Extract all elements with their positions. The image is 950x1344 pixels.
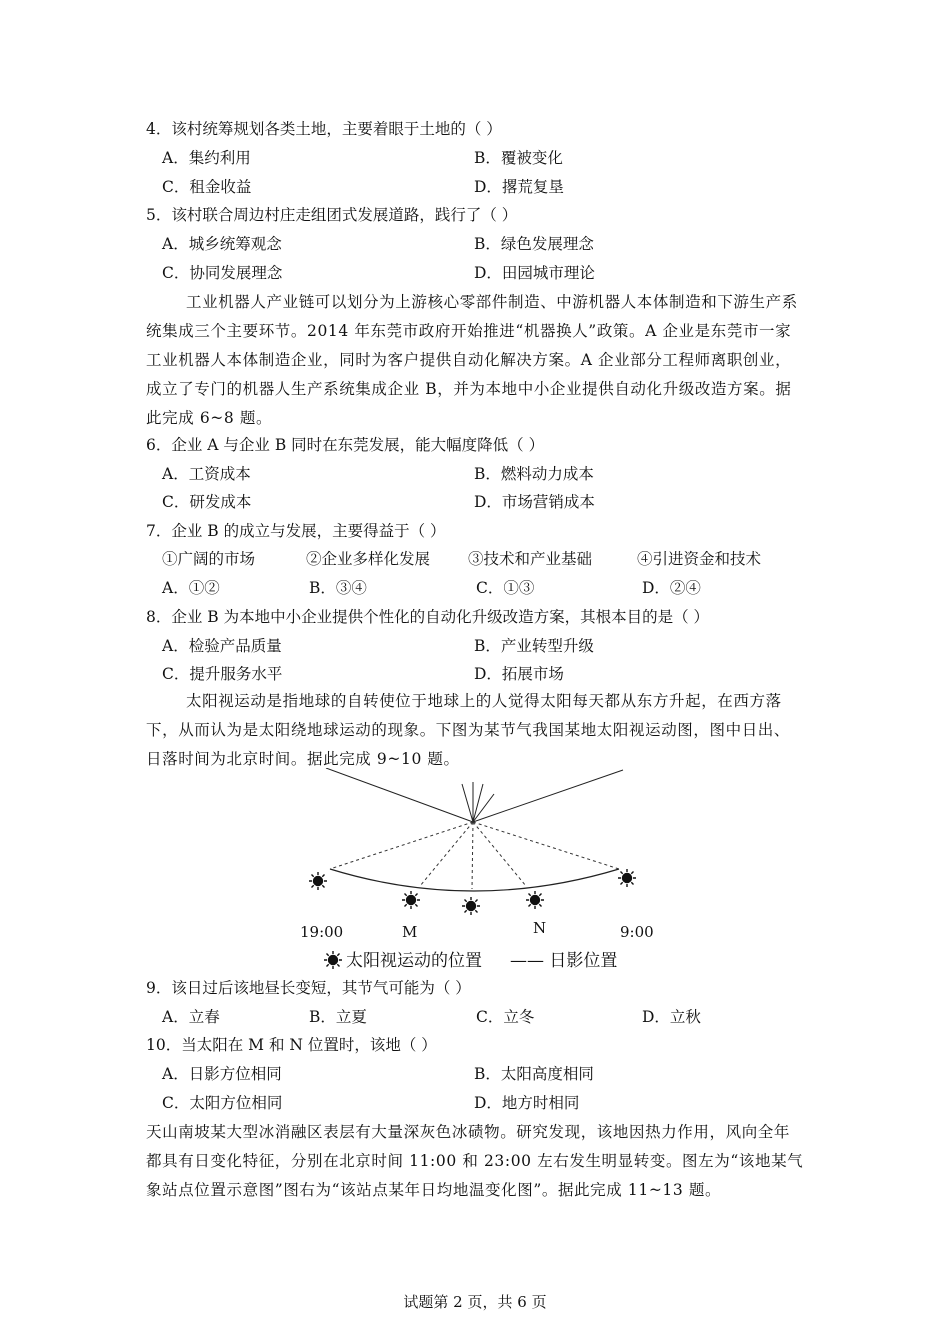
ray-noon (472, 822, 473, 889)
ray-sunrise (473, 822, 619, 869)
q10-option-d: D．地方时相同 (474, 1094, 580, 1112)
shadow-line-extra (473, 794, 494, 822)
q7-option-d: D．②④ (642, 579, 701, 597)
q5-option-b: B．绿色发展理念 (474, 235, 594, 253)
sun-icon (462, 897, 480, 915)
q7-option-a: A．①② (162, 579, 220, 597)
sun-ray-lines (330, 822, 619, 889)
q10-option-a: A．日影方位相同 (162, 1065, 282, 1083)
q9-option-c: C．立冬 (476, 1008, 535, 1026)
shadow-line-n (473, 784, 483, 822)
q4-option-b: B．覆被变化 (474, 149, 563, 167)
sun-icon (402, 891, 420, 909)
sun-markers (309, 869, 636, 915)
passage-tianshan-glacier: 天山南坡某大型冰消融区表层有大量深灰色冰碛物。研究发现，该地因热力作用，风向全年都具有日变化特征，分别在北京时间 11:00 和 23:00 左右发生明显转变。图左为“该地某气象站点位置示意图”图右为“该站点某年日均地温变化图”。据此完成 11~13 题。 (146, 1123, 804, 1199)
legend-sun-icon (324, 951, 342, 969)
q8-option-a: A．检验产品质量 (162, 637, 282, 655)
q6-option-a: A．工资成本 (162, 465, 251, 483)
q8-option-d: D．拓展市场 (474, 665, 564, 683)
q4-stem: 4．该村统筹规划各类土地，主要着眼于土地的（ ） (146, 120, 502, 138)
label-sunset-time: 19:00 (300, 923, 344, 941)
legend-sun-label: 太阳视运动的位置 (346, 951, 482, 971)
label-m: M (402, 923, 418, 941)
q4-option-c: C．租金收益 (162, 178, 252, 196)
ray-m (420, 822, 473, 886)
page-footer: 试题第 2 页，共 6 页 (403, 1293, 547, 1311)
passage-robot-industry: 工业机器人产业链可以划分为上游核心零部件制造、中游机器人本体制造和下游生产系统集成三个主要环节。2014 年东莞市政府开始推进“机器换人”政策。A 企业是东莞市一家工业机器人本体制造企业，同时为客户提供自动化解决方案。A 企业部分工程师离职创业，成立了专门的机器人生产系统集成企业 B，并为本地中小企业提供自动化升级改造方案。据此完成 6~8 题。 (146, 293, 798, 427)
q5-option-c: C．协同发展理念 (162, 264, 283, 282)
q9-option-b: B．立夏 (309, 1008, 367, 1026)
q8-stem: 8．企业 B 为本地中小企业提供个性化的自动化升级改造方案，其根本目的是（ ） (146, 608, 710, 626)
sun-icon (309, 872, 327, 890)
q9-stem: 9．该日过后该地昼长变短，其节气可能为（ ） (146, 979, 471, 997)
q7-item-4: ④引进资金和技术 (637, 550, 762, 568)
shadow-line-right (473, 770, 623, 822)
q6-stem: 6．企业 A 与企业 B 同时在东莞发展，能大幅度降低（ ） (146, 436, 545, 454)
sun-path-arc (330, 869, 619, 891)
q9-option-a: A．立春 (162, 1008, 220, 1026)
q5-stem: 5．该村联合周边村庄走组团式发展道路，践行了（ ） (146, 206, 518, 224)
q7-stem: 7．企业 B 的成立与发展，主要得益于（ ） (146, 522, 446, 540)
q7-option-b: B．③④ (309, 579, 367, 597)
shadow-lines (326, 768, 623, 822)
q7-option-c: C．①③ (476, 579, 535, 597)
label-n: N (533, 919, 547, 937)
q7-item-1: ①广阔的市场 (162, 550, 256, 568)
shadow-line-left (326, 768, 473, 822)
q5-option-a: A．城乡统筹观念 (162, 235, 282, 253)
legend-shadow-label: —— 日影位置 (510, 951, 618, 971)
q10-option-b: B．太阳高度相同 (474, 1065, 594, 1083)
shadow-line-m (462, 784, 473, 822)
ray-n (473, 822, 526, 886)
ray-sunset (330, 822, 473, 869)
q10-option-c: C．太阳方位相同 (162, 1094, 283, 1112)
sun-icon (526, 891, 544, 909)
q9-option-d: D．立秋 (642, 1008, 701, 1026)
label-sunrise-time: 9:00 (620, 923, 654, 941)
q6-option-b: B．燃料动力成本 (474, 465, 594, 483)
q7-item-2: ②企业多样化发展 (306, 550, 431, 568)
q7-item-3: ③技术和产业基础 (468, 550, 593, 568)
q4-option-a: A．集约利用 (162, 149, 251, 167)
q6-option-d: D．市场营销成本 (474, 493, 595, 511)
sun-icon (618, 869, 636, 887)
q8-option-c: C．提升服务水平 (162, 665, 283, 683)
q4-option-d: D．撂荒复垦 (474, 178, 564, 196)
q10-stem: 10．当太阳在 M 和 N 位置时，该地（ ） (146, 1036, 437, 1054)
sun-apparent-motion-diagram (290, 768, 660, 978)
q8-option-b: B．产业转型升级 (474, 637, 594, 655)
passage-sun-motion: 太阳视运动是指地球的自转使位于地球上的人觉得太阳每天都从东方升起，在西方落下，从而认为是太阳绕地球运动的现象。下图为某节气我国某地太阳视运动图，图中日出、日落时间为北京时间。据此完成 9~10 题。 (146, 692, 791, 768)
q6-option-c: C．研发成本 (162, 493, 252, 511)
q5-option-d: D．田园城市理论 (474, 264, 595, 282)
